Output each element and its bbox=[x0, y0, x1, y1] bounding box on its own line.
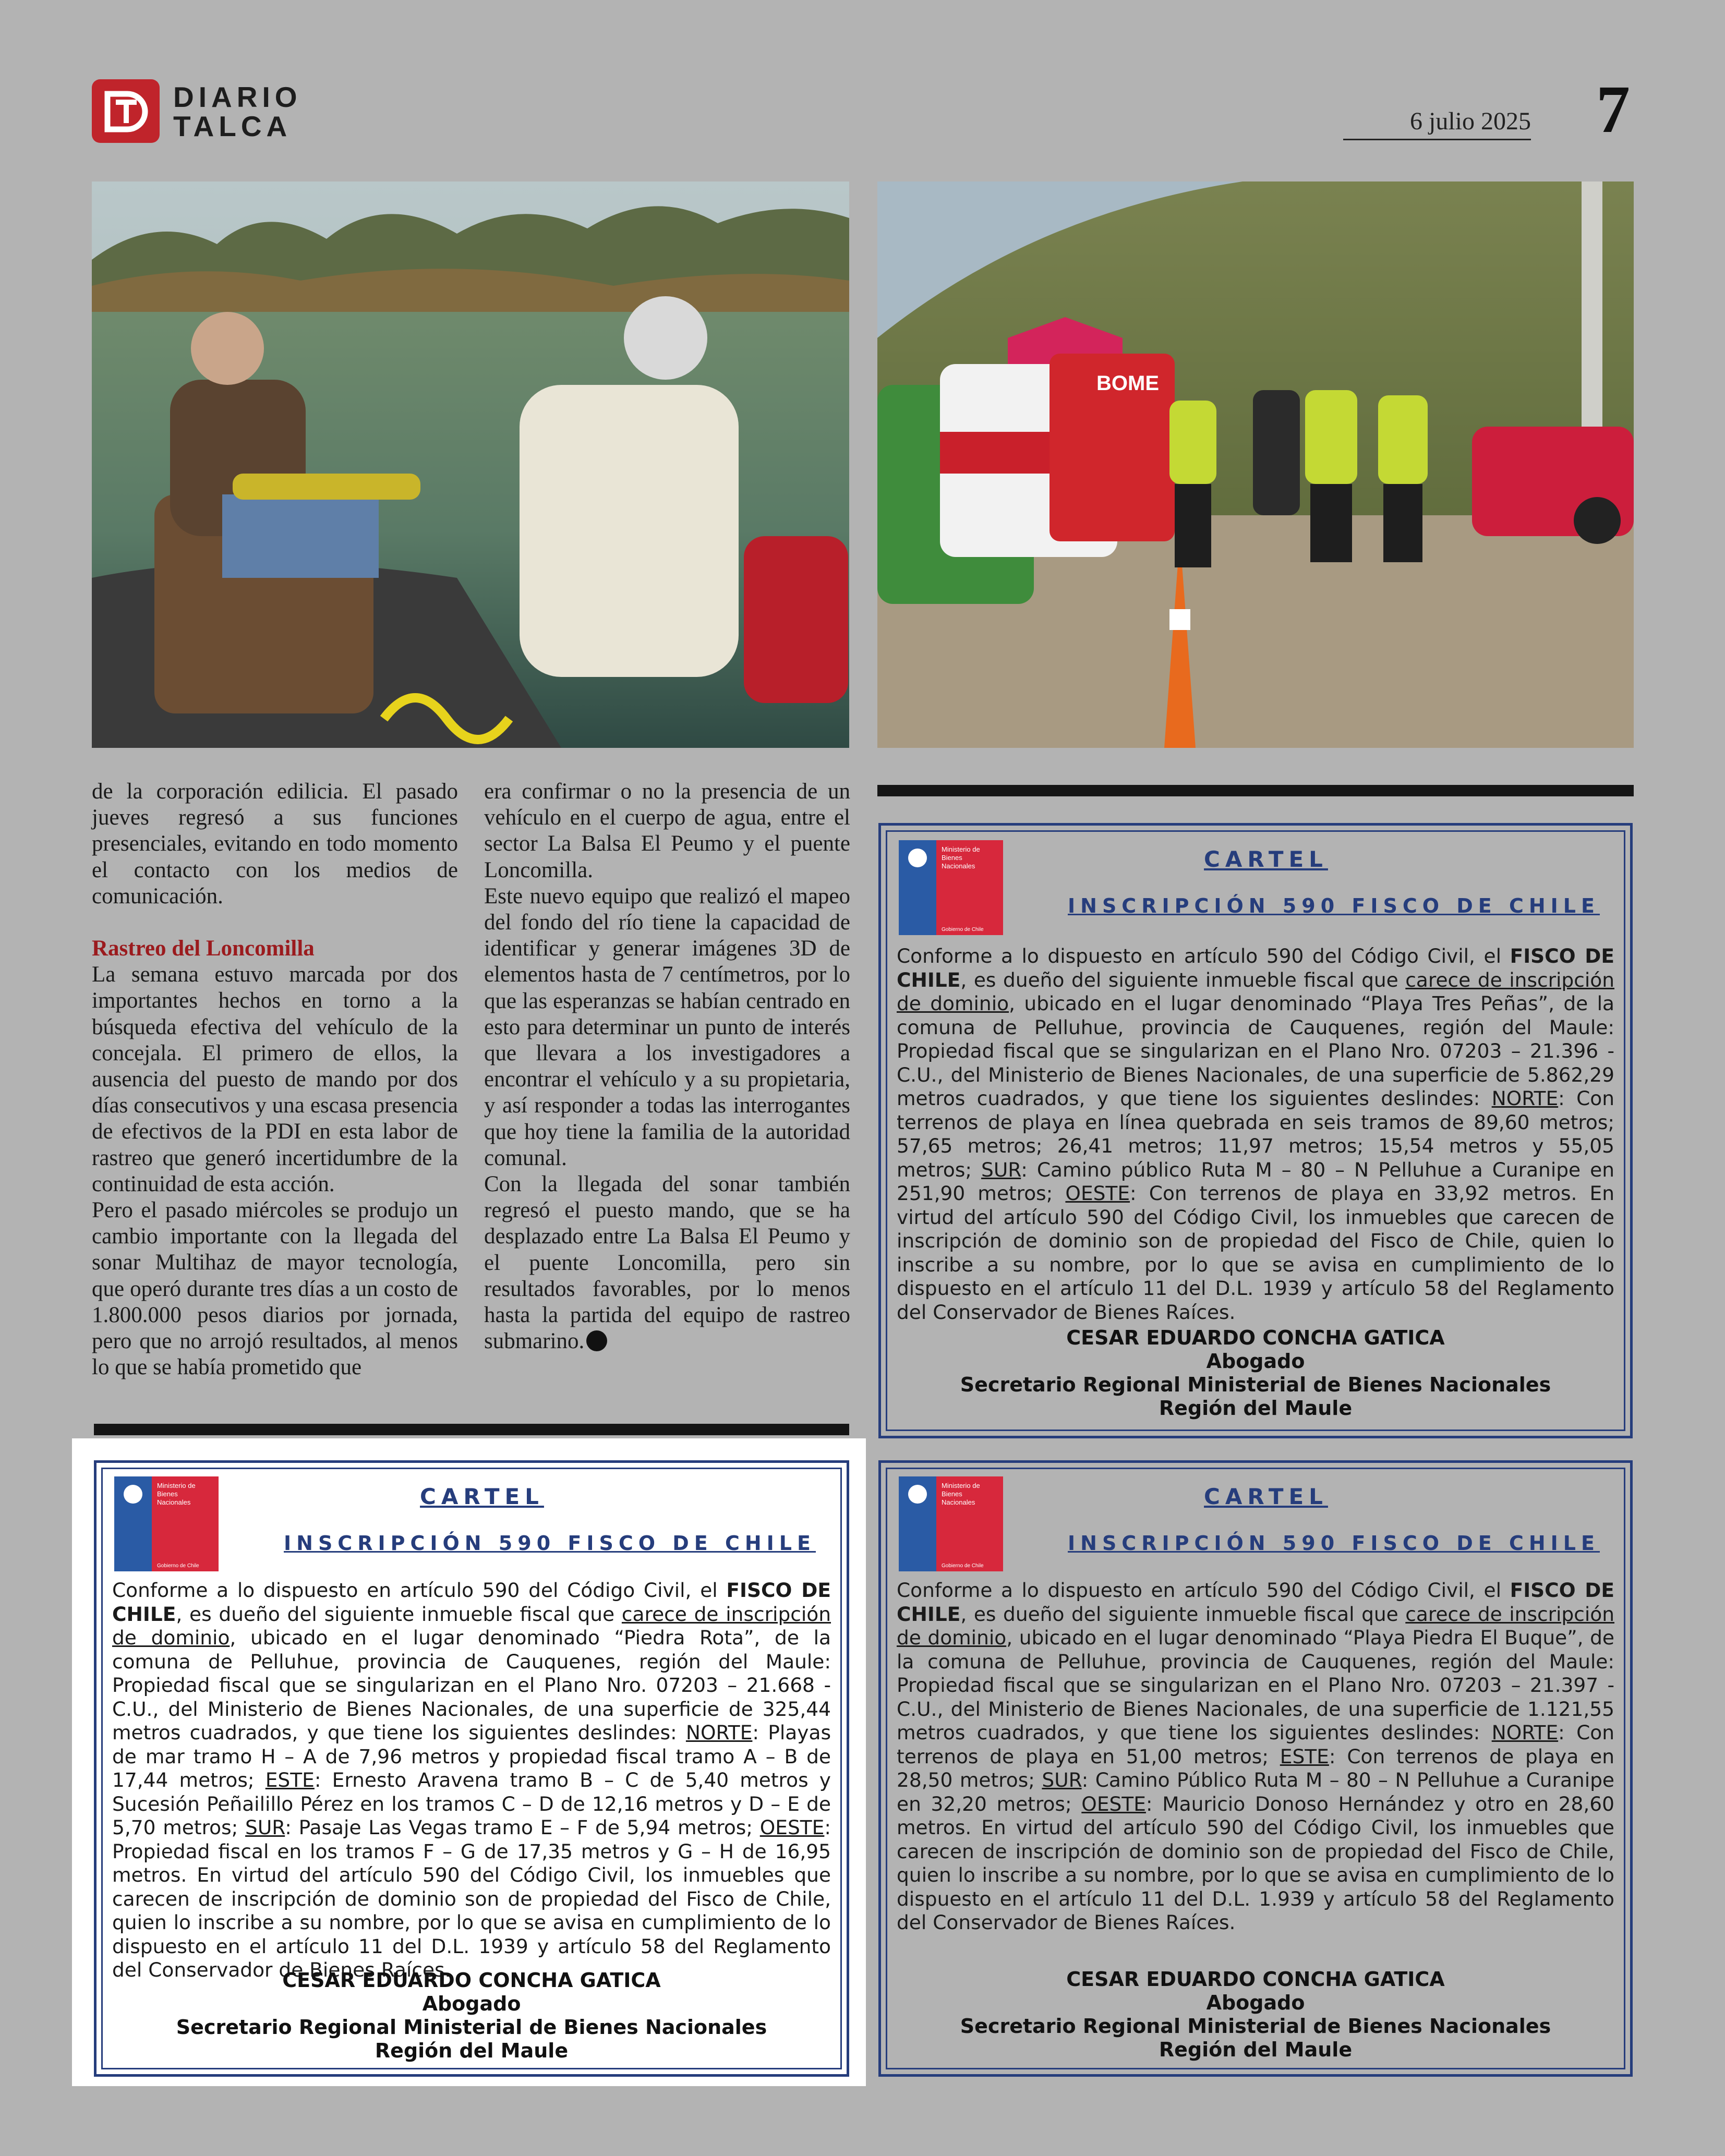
fire-truck-sign: BOME bbox=[1096, 372, 1159, 395]
photo-sonar-boat bbox=[92, 181, 849, 748]
boundary-label-norte: NORTE bbox=[1491, 1087, 1559, 1110]
logo-footer-text: Gobierno de Chile bbox=[942, 927, 984, 932]
boundary-label-norte: NORTE bbox=[685, 1721, 753, 1744]
notice-text: , ubicado en el lugar denominado “Playa Piedra El Buque”, de la comuna de Pelluhue, provincia de Cauquenes, región del Maule: Propiedad fiscal que se singularizan en el Plano Nro. 07203 – 21.397 - C.U., del Ministerio de Bienes Nacionales, de una superficie de 1.121,55 metros cuadrados, y que tiene los siguientes deslindes: bbox=[897, 1626, 1614, 1744]
notice-text: : Pasaje Las Vegas tramo E – F de 5,94 metros; bbox=[285, 1816, 760, 1839]
notice-body bbox=[897, 944, 1614, 1324]
notice-signature bbox=[881, 1326, 1630, 1420]
section-divider-bar bbox=[877, 785, 1634, 796]
logo-text-line-1: Ministerio de bbox=[157, 1482, 196, 1489]
notice-owner: FISCO DE CHILE bbox=[897, 1579, 1615, 1626]
date-underline bbox=[1343, 139, 1531, 140]
article-column-2 bbox=[484, 779, 850, 1354]
photo-rescue-team bbox=[877, 181, 1634, 748]
boundary-label-oeste: OESTE bbox=[759, 1816, 825, 1839]
boundary-label-oeste: OESTE bbox=[1081, 1792, 1146, 1815]
notice-text: Conforme a lo dispuesto en artículo 590 del Código Civil, el bbox=[897, 944, 1510, 967]
logo-text-line-1: Ministerio de bbox=[942, 1482, 980, 1489]
article-paragraph: de la corporación edilicia. El pasado jueves regresó a sus funciones presenciales, evitando en todo momento el contacto con los medios de comunicación. bbox=[92, 779, 458, 909]
photo-rescue-team-image bbox=[877, 181, 1634, 748]
logo-text-line-1: Ministerio de bbox=[942, 845, 980, 853]
page-number: 7 bbox=[1596, 72, 1630, 147]
notice-subtitle: INSCRIPCIÓN 590 FISCO DE CHILE bbox=[1068, 894, 1600, 917]
notice-signature bbox=[96, 1969, 847, 2063]
article-paragraph: Con la llegada del sonar también regresó el puesto mando, que se ha desplazado entre La Balsa El Peumo y el puente Loncomilla, pero sin resultados favorables, por lo menos hasta la partida del equipo de rastreo submarino. bbox=[484, 1172, 850, 1354]
article-paragraph: Este nuevo equipo que realizó el mapeo del fondo del río tiene la capacidad de identificar y generar imágenes 3D de elementos hasta de 7 centímetros, por lo que las esperanzas se habían centrado en esto para determinar un punto de interés que llevara a los investigadores a encontrar el vehículo y a su propietaria, y así responder a todas las interrogantes que hoy tiene la familia de la autoridad comunal. bbox=[484, 883, 850, 1170]
brand-line-1: DIARIO bbox=[173, 81, 302, 113]
signer-role: Abogado bbox=[422, 1992, 521, 2015]
signer-office: Secretario Regional Ministerial de Bienes Nacionales bbox=[960, 1373, 1551, 1396]
logo-text-line-2: Bienes bbox=[942, 854, 962, 862]
article-column-1 bbox=[92, 779, 458, 1380]
boundary-label-sur: SUR bbox=[245, 1816, 285, 1839]
notice-body bbox=[897, 1579, 1614, 1935]
diario-talca-logo bbox=[92, 79, 306, 143]
boundary-label-este: ESTE bbox=[1280, 1745, 1329, 1768]
notice-subtitle: INSCRIPCIÓN 590 FISCO DE CHILE bbox=[1068, 1532, 1600, 1555]
logo-text-line-3: Nacionales bbox=[157, 1498, 191, 1506]
notice-title: CARTEL bbox=[1204, 1484, 1328, 1509]
notice-text: , es dueño del siguiente inmueble fiscal que bbox=[960, 968, 1406, 991]
notice-text: : Propiedad fiscal en los tramos F – G de 17,35 metros y G – H de 16,95 metros. En virtud del artículo 590 del Código Civil, los inmuebles que carecen de inscripción de dominio son de propiedad del Fisco de Chile, quien lo inscribe a su nombre, por lo que se avisa en cumplimiento de lo dispuesto en el artículo 11 del D.L. 1939 y artículo 58 del Reglamento del Conservador de Bienes Raíces. bbox=[112, 1816, 831, 1981]
notice-title: CARTEL bbox=[420, 1484, 544, 1509]
legal-notice-playa-tres-penas bbox=[878, 823, 1633, 1438]
issue-date: 6 julio 2025 bbox=[1409, 107, 1531, 135]
notice-title: CARTEL bbox=[1204, 846, 1328, 872]
signer-name: CESAR EDUARDO CONCHA GATICA bbox=[282, 1969, 661, 1992]
legal-notice-playa-piedra-el-buque bbox=[878, 1460, 1633, 2077]
boundary-label-oeste: OESTE bbox=[1065, 1182, 1130, 1205]
brand-line-2: TALCA bbox=[173, 110, 292, 142]
notice-text: : Ernesto Aravena tramo B – C de 5,40 metros y Sucesión Peñailillo Pérez en los tramos C – D de 12,16 metros y D – E de 5,70 metros; bbox=[112, 1769, 831, 1839]
diario-talca-emblem-icon bbox=[92, 79, 160, 143]
logo-text-line-2: Bienes bbox=[942, 1490, 962, 1498]
notice-text: : Camino Público Ruta M – 80 – N Pelluhue a Curanipe en 32,20 metros; bbox=[897, 1769, 1614, 1815]
section-divider-bar bbox=[94, 1424, 849, 1435]
notice-underlined-text: carece de inscripción de dominio bbox=[112, 1602, 831, 1649]
signer-office: Secretario Regional Ministerial de Bienes Nacionales bbox=[960, 2015, 1551, 2038]
notice-text: Conforme a lo dispuesto en artículo 590 del Código Civil, el bbox=[897, 1579, 1510, 1602]
notice-subtitle: INSCRIPCIÓN 590 FISCO DE CHILE bbox=[284, 1532, 816, 1555]
notice-text: : Con terrenos de playa en 51,00 metros; bbox=[897, 1721, 1615, 1768]
notice-body bbox=[112, 1579, 831, 1982]
notice-text: Conforme a lo dispuesto en artículo 590 del Código Civil, el bbox=[112, 1579, 727, 1602]
notice-text: , es dueño del siguiente inmueble fiscal que bbox=[960, 1602, 1406, 1626]
notice-underlined-text: carece de inscripción de dominio bbox=[897, 968, 1614, 1015]
signer-name: CESAR EDUARDO CONCHA GATICA bbox=[1066, 1326, 1445, 1349]
article-paragraph: era confirmar o no la presencia de un vehículo en el cuerpo de agua, entre el sector La Balsa El Peumo y el puente Loncomilla. bbox=[484, 779, 850, 882]
boundary-label-sur: SUR bbox=[981, 1158, 1021, 1181]
signer-office: Secretario Regional Ministerial de Bienes Nacionales bbox=[176, 2016, 767, 2039]
logo-text-line-3: Nacionales bbox=[942, 862, 975, 870]
signer-name: CESAR EDUARDO CONCHA GATICA bbox=[1066, 1968, 1445, 1991]
notice-text: : Playas de mar tramo H – A de 7,96 metros y propiedad fiscal tramo A – B de 17,44 metros; bbox=[112, 1721, 831, 1791]
boundary-label-norte: NORTE bbox=[1491, 1721, 1559, 1744]
logo-text-line-3: Nacionales bbox=[942, 1498, 975, 1506]
notice-text: : Camino público Ruta M – 80 – N Pelluhue a Curanipe en 251,90 metros; bbox=[897, 1158, 1614, 1205]
logo-footer-text: Gobierno de Chile bbox=[942, 1563, 984, 1569]
notice-text: , ubicado en el lugar denominado “Piedra Rota”, de la comuna de Pelluhue, provincia de Cauquenes, región del Maule: Propiedad fiscal que se singularizan en el Plano Nro. 07203 – 21.668 - C.U., del Ministerio de Bienes Nacionales, de una superficie de 325,44 metros cuadrados, y que tiene los siguientes deslindes: bbox=[112, 1626, 831, 1744]
notice-text: : Con terrenos de playa en 33,92 metros. En virtud del artículo 590 del Código Civil, los inmuebles que carecen de inscripción de dominio son de propiedad del Fisco de Chile, quien lo inscribe a su nombre, por lo que se avisa en cumplimiento de lo dispuesto en el artículo 11 del D.L. 1939 y artículo 58 del Reglamento del Conservador de Bienes Raíces. bbox=[897, 1182, 1614, 1324]
notice-owner: FISCO DE CHILE bbox=[897, 944, 1615, 991]
notice-text: : Con terrenos de playa en 28,50 metros; bbox=[897, 1745, 1614, 1791]
signer-region: Región del Maule bbox=[1159, 1397, 1353, 1420]
notice-text: , es dueño del siguiente inmueble fiscal que bbox=[176, 1602, 622, 1626]
logo-text-line-2: Bienes bbox=[157, 1490, 178, 1498]
logo-footer-text: Gobierno de Chile bbox=[157, 1563, 199, 1569]
article-paragraph-final bbox=[484, 1171, 850, 1354]
photo-sonar-boat-image bbox=[92, 181, 849, 748]
paragraph-spacer bbox=[92, 910, 458, 936]
notice-signature bbox=[881, 1968, 1630, 2062]
article-end-mark-icon bbox=[586, 1330, 607, 1351]
notice-underlined-text: carece de inscripción de dominio bbox=[897, 1602, 1614, 1649]
signer-region: Región del Maule bbox=[375, 2039, 569, 2062]
notice-text: : Con terrenos de playa en línea quebrada en seis tramos de 89,60 metros; 57,65 metros; 26,41 metros; 11,97 metros; 15,54 metros y 55,05 metros; bbox=[897, 1087, 1615, 1181]
brand-name bbox=[173, 82, 302, 141]
article-subheading: Rastreo del Loncomilla bbox=[92, 936, 315, 961]
legal-notice-piedra-rota bbox=[94, 1460, 849, 2077]
boundary-label-este: ESTE bbox=[265, 1769, 315, 1791]
signer-role: Abogado bbox=[1206, 1350, 1305, 1373]
notice-text: , ubicado en el lugar denominado “Playa Tres Peñas”, de la comuna de Pelluhue, provincia de Cauquenes, región del Maule: Propiedad fiscal que se singularizan en el Plano Nro. 07203 – 21.396 - C.U., del Ministerio de Bienes Nacionales, de una superficie de 5.862,29 metros cuadrados, y que tiene los siguientes deslindes: bbox=[897, 992, 1614, 1110]
signer-region: Región del Maule bbox=[1159, 2038, 1353, 2061]
notice-text: : Mauricio Donoso Hernández y otro en 28,60 metros. En virtud del artículo 590 del Código Civil, los inmuebles que carecen de inscripción de dominio son de propiedad del Fisco de Chile, quien lo inscribe a su nombre, por lo que se avisa en cumplimiento de lo dispuesto en el artículo 11 del D.L. 1.939 y artículo 58 del Reglamento del Conservador de Bienes Raíces. bbox=[897, 1792, 1615, 1934]
signer-role: Abogado bbox=[1206, 1991, 1305, 2014]
article-paragraph: La semana estuvo marcada por dos importantes hechos en torno a la búsqueda efectiva del vehículo de la concejala. El primero de ellos, la ausencia del puesto de mando por dos días consecutivos y una escasa presencia de efectivos de la PDI en esta labor de rastreo que generó incertidumbre de la continuidad de esta acción. bbox=[92, 962, 458, 1196]
boundary-label-sur: SUR bbox=[1042, 1769, 1082, 1791]
notice-owner: FISCO DE CHILE bbox=[112, 1579, 831, 1626]
article-paragraph: Pero el pasado miércoles se produjo un cambio importante con la llegada del sonar Multihaz de mayor tecnología, que operó durante tres días a un costo de 1.800.000 pesos diarios por jornada, pero que no arrojó resultados, al menos lo que se había prometido que bbox=[92, 1198, 458, 1380]
